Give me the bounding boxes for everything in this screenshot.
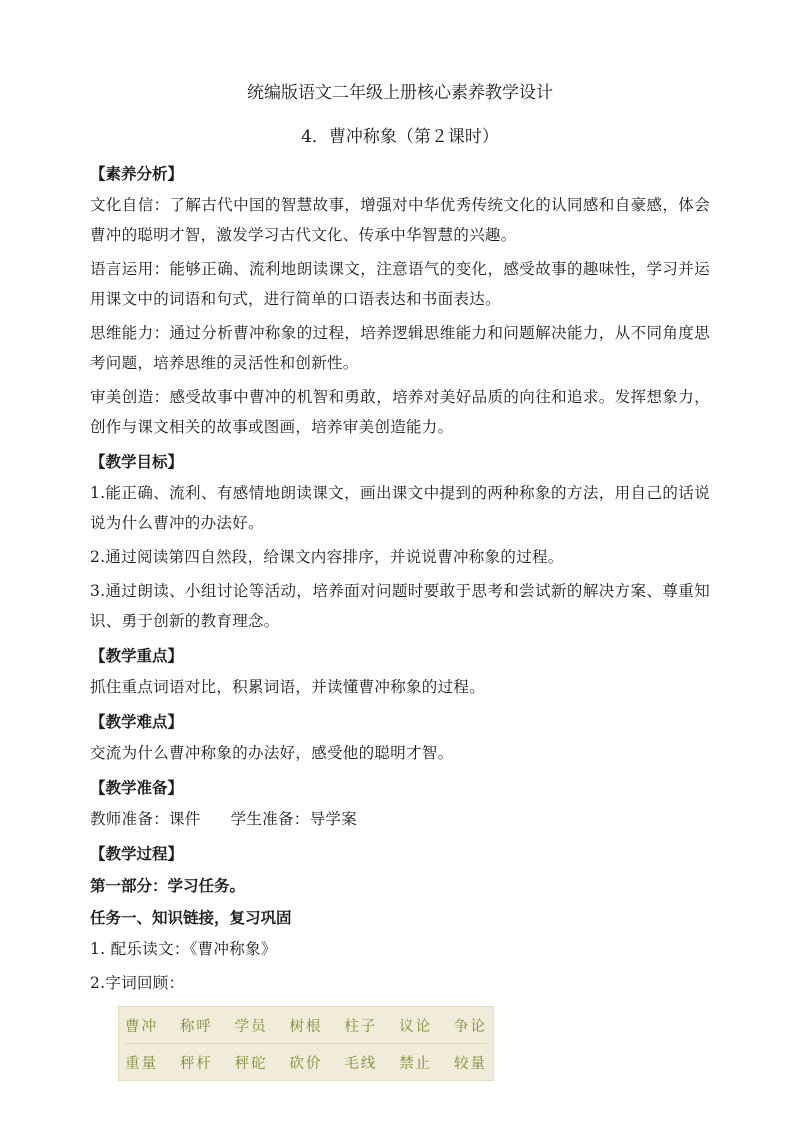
vocabulary-word: 砍价 xyxy=(289,1055,323,1072)
vocabulary-row xyxy=(125,1043,487,1076)
section-heading-key-points: 【教学重点】 xyxy=(90,646,184,665)
section-heading-literacy: 【素养分析】 xyxy=(90,164,184,183)
vocabulary-word: 禁止 xyxy=(399,1055,433,1072)
vocabulary-word: 称呼 xyxy=(179,1018,213,1035)
section-heading-goals: 【教学目标】 xyxy=(90,452,184,471)
literacy-thinking-paragraph: 思维能力：通过分析曹冲称象的过程，培养逻辑思维能力和问题解决能力，从不同角度思考问题，培养思维的灵活性和创新性。 xyxy=(90,324,710,372)
teacher-preparation: 教师准备：课件 xyxy=(90,810,201,828)
process-step-1: 1. 配乐读文：《曹冲称象》 xyxy=(90,940,277,958)
process-step-2: 2.字词回顾： xyxy=(90,974,185,992)
vocabulary-word: 议论 xyxy=(399,1018,433,1035)
literacy-aesthetic-paragraph: 审美创造：感受故事中曹冲的机智和勇敢，培养对美好品质的向往和追求。发挥想象力，创作与课文相关的故事或图画，培养审美创造能力。 xyxy=(90,388,710,436)
process-part-heading: 第一部分：学习任务。 xyxy=(90,876,246,895)
key-points-paragraph: 抓住重点词语对比，积累词语，并读懂曹冲称象的过程。 xyxy=(90,678,486,696)
process-task-heading: 任务一、知识链接，复习巩固 xyxy=(90,908,292,927)
goal-item: 3.通过朗读、小组讨论等活动，培养面对问题时要敢于思考和尝试新的解决方案、尊重知识、勇于创新的教育理念。 xyxy=(90,582,710,630)
document-page xyxy=(90,78,710,1081)
vocabulary-word: 曹冲 xyxy=(125,1018,158,1035)
preparation-line xyxy=(90,804,710,834)
section-heading-process: 【教学过程】 xyxy=(90,844,184,863)
difficulty-paragraph: 交流为什么曹冲称象的办法好，感受他的聪明才智。 xyxy=(90,744,454,762)
vocabulary-row xyxy=(125,1011,487,1039)
vocabulary-word: 争论 xyxy=(453,1018,487,1035)
section-heading-preparation: 【教学准备】 xyxy=(90,778,184,797)
vocabulary-word: 学员 xyxy=(234,1018,268,1035)
literacy-language-paragraph: 语言运用：能够正确、流利地朗读课文，注意语气的变化，感受故事的趣味性，学习并运用课文中的词语和句式，进行简单的口语表达和书面表达。 xyxy=(90,260,710,308)
vocabulary-word: 重量 xyxy=(125,1055,158,1072)
vocabulary-word: 秤杆 xyxy=(179,1055,213,1072)
vocabulary-word: 毛线 xyxy=(344,1055,378,1072)
vocabulary-word: 柱子 xyxy=(344,1018,378,1035)
document-title: 统编版语文二年级上册核心素养教学设计 xyxy=(247,83,553,103)
vocabulary-review-box xyxy=(118,1006,494,1081)
goal-item: 2.通过阅读第四自然段，给课文内容排序，并说说曹冲称象的过程。 xyxy=(90,548,564,566)
vocabulary-word: 较量 xyxy=(453,1055,487,1072)
student-preparation: 学生准备：导学案 xyxy=(230,810,358,828)
goal-item: 1.能正确、流利、有感情地朗读课文，画出课文中提到的两种称象的方法，用自己的话说说为什么曹冲的办法好。 xyxy=(90,484,710,532)
literacy-culture-paragraph: 文化自信：了解古代中国的智慧故事，增强对中华优秀传统文化的认同感和自豪感，体会曹冲的聪明才智，激发学习古代文化、传承中华智慧的兴趣。 xyxy=(90,196,710,244)
vocabulary-word: 秤砣 xyxy=(234,1055,268,1072)
vocabulary-word: 树根 xyxy=(289,1018,323,1035)
lesson-title: 4．曹冲称象（第２课时） xyxy=(301,127,499,147)
section-heading-difficulty: 【教学难点】 xyxy=(90,712,184,731)
